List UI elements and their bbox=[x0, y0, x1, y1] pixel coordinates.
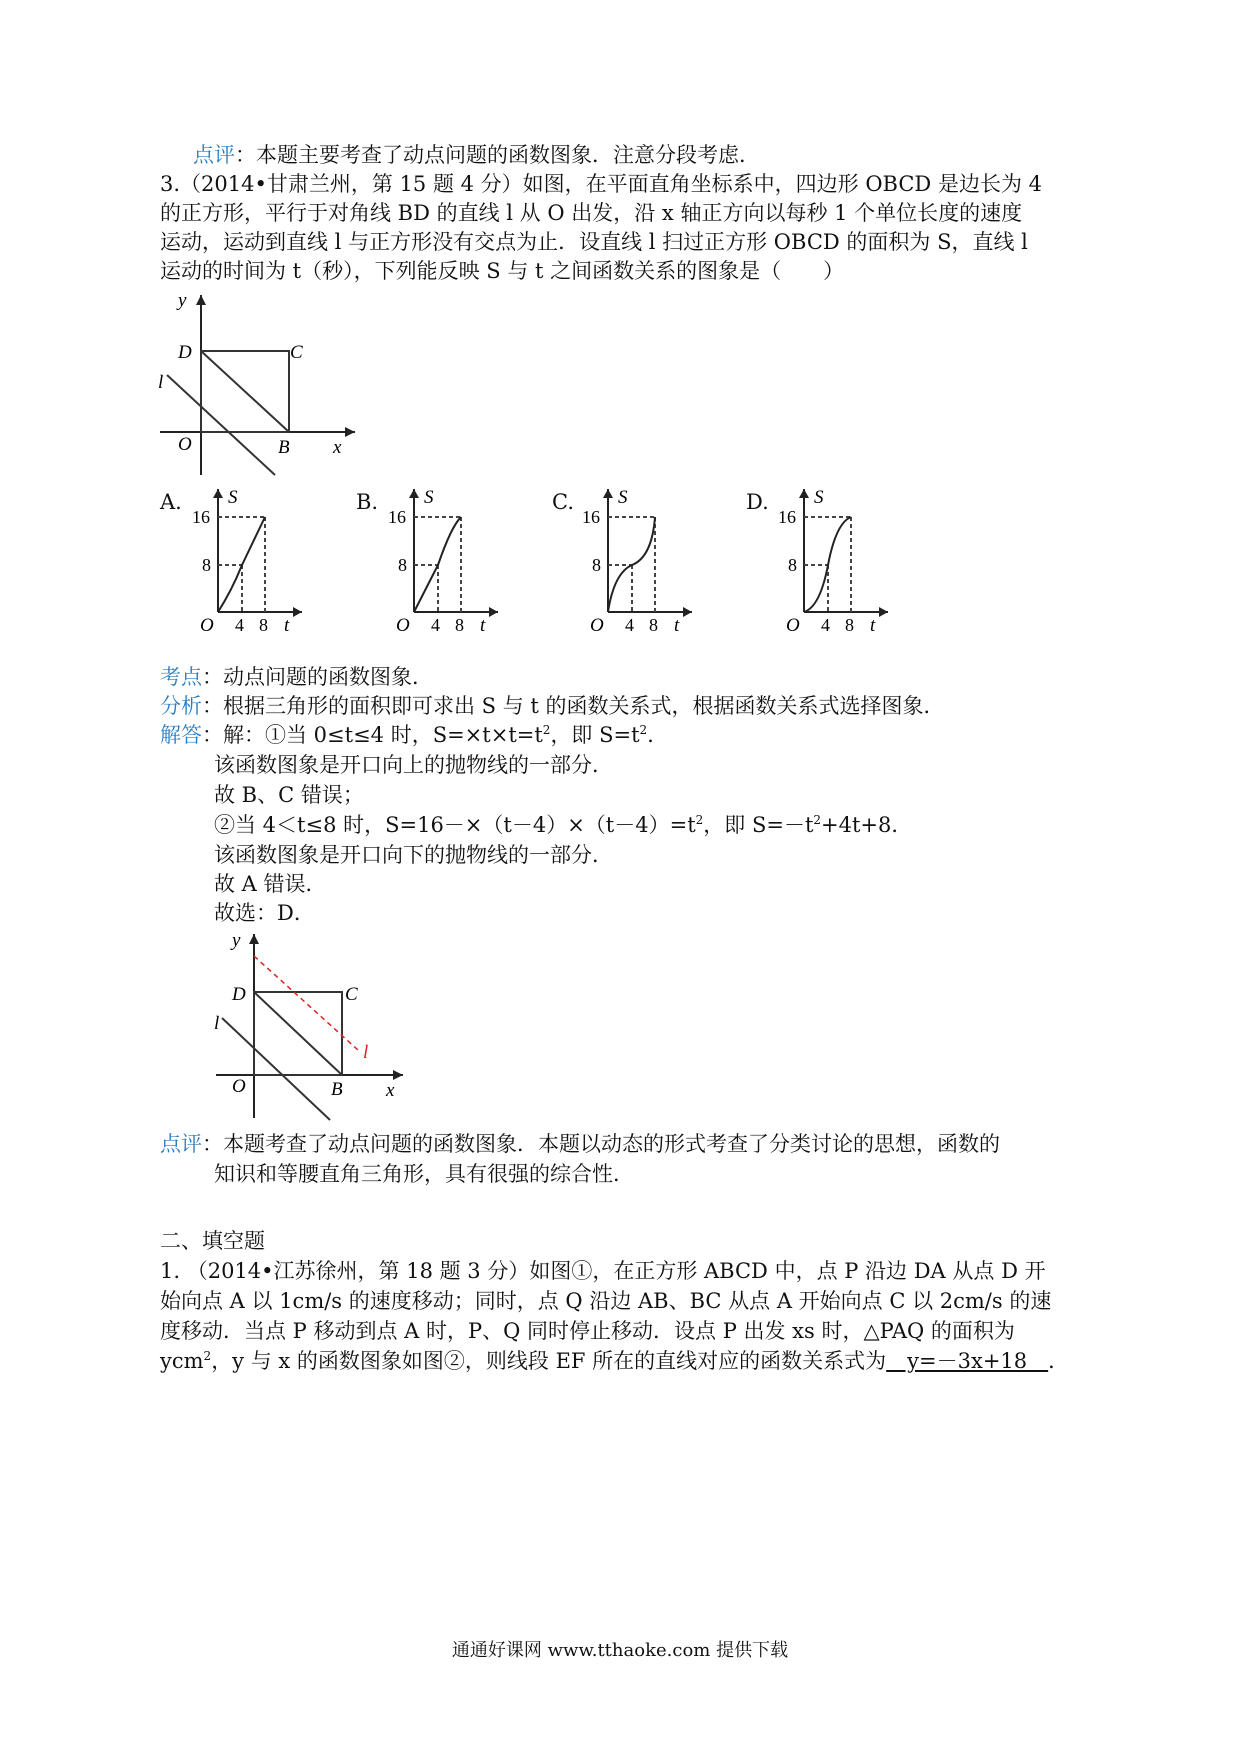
line4-text: ，y 与 x 的函数图象如图②，则线段 EF 所在的直线对应的函数关系式为 bbox=[211, 1349, 887, 1373]
solution-line-7: 故选：D． bbox=[214, 901, 315, 925]
answer-blank: y=－3x+18 bbox=[886, 1349, 1049, 1373]
label-b: B bbox=[331, 1079, 343, 1100]
solution-figure bbox=[208, 928, 418, 1123]
solution-line-4 bbox=[214, 810, 912, 840]
jieda-text-a: ：解：①当 0≤t≤4 时，S=×t×t=t bbox=[202, 723, 543, 747]
kaodian-label: 考点 bbox=[160, 665, 202, 689]
tick-t8: 8 bbox=[259, 615, 268, 635]
jieda-sup-2: 2 bbox=[639, 723, 648, 737]
t-arrow bbox=[879, 607, 888, 617]
s-arrow bbox=[409, 489, 419, 498]
tick-16: 16 bbox=[778, 507, 796, 527]
section2-line-2: 始向点 A 以 1cm/s 的速度移动；同时，点 Q 沿边 AB、BC 从点 A 开始向点 C 以 2cm/s 的速 bbox=[160, 1289, 1052, 1313]
option-a-graph bbox=[190, 485, 310, 635]
section2-line-4 bbox=[160, 1346, 1069, 1376]
kaodian-text: ：动点问题的函数图象． bbox=[202, 665, 433, 689]
jieda-text-b: ，即 S=t bbox=[550, 723, 640, 747]
s-arrow bbox=[603, 489, 613, 498]
fenxi-text: ：根据三角形的面积即可求出 S 与 t 的函数关系式，根据函数关系式选择图象． bbox=[202, 694, 945, 718]
s-label: S bbox=[424, 487, 434, 508]
label-o: O bbox=[178, 434, 192, 455]
line4-text-c: +4t+8． bbox=[821, 813, 913, 837]
option-a-letter[interactable]: A. bbox=[160, 490, 182, 514]
t-label: t bbox=[674, 615, 680, 636]
tick-16: 16 bbox=[388, 507, 406, 527]
section2-heading: 二、填空题 bbox=[160, 1229, 265, 1253]
prev-review-label: 点评 bbox=[193, 143, 235, 167]
section2-line-3: 度移动．当点 P 移动到点 A 时，P、Q 同时停止移动．设点 P 出发 xs 时，△PAQ 的面积为 bbox=[160, 1319, 1015, 1343]
solution-line-5: 该函数图象是开口向下的抛物线的一部分． bbox=[214, 843, 613, 867]
page-footer: 通通好课网 www.tthaoke.com 提供下载 bbox=[451, 1640, 789, 1661]
tick-t4: 4 bbox=[821, 615, 830, 635]
tick-t4: 4 bbox=[625, 615, 634, 635]
t-label: t bbox=[284, 615, 290, 636]
jieda-label: 解答 bbox=[160, 723, 202, 747]
line4-sup-1: 2 bbox=[695, 813, 704, 827]
jieda-line bbox=[160, 720, 668, 750]
tick-8: 8 bbox=[202, 555, 211, 575]
solution-line-3: 故 B、C 错误； bbox=[214, 783, 364, 807]
label-l: l bbox=[158, 372, 164, 393]
prev-review-line bbox=[193, 140, 760, 170]
s-label: S bbox=[814, 487, 824, 508]
label-y: y bbox=[232, 930, 241, 951]
line4-sup-2: 2 bbox=[813, 813, 822, 827]
tick-t8: 8 bbox=[845, 615, 854, 635]
t-label: t bbox=[870, 615, 876, 636]
label-d: D bbox=[178, 342, 192, 363]
solution-line-2: 该函数图象是开口向上的抛物线的一部分． bbox=[214, 753, 613, 777]
option-d-letter[interactable]: D. bbox=[746, 490, 769, 514]
line4-text-a: ②当 4＜t≤8 时，S=16－×（t－4）×（t－4）=t bbox=[214, 813, 696, 837]
option-d-graph bbox=[776, 485, 896, 635]
tick-t4: 4 bbox=[235, 615, 244, 635]
t-arrow bbox=[293, 607, 302, 617]
fenxi-label: 分析 bbox=[160, 694, 202, 718]
diagonal-bd bbox=[254, 992, 342, 1075]
option-b-letter[interactable]: B. bbox=[356, 490, 379, 514]
label-c: C bbox=[345, 984, 358, 1005]
problem3-line-4: 运动的时间为 t（秒），下列能反映 S 与 t 之间函数关系的图象是（ ） bbox=[160, 259, 845, 283]
option-b-graph bbox=[386, 485, 506, 635]
line4-text-b: ，即 S=－t bbox=[703, 813, 814, 837]
s-label: S bbox=[228, 487, 238, 508]
kaodian-line bbox=[160, 662, 433, 692]
label-d: D bbox=[232, 984, 246, 1005]
line4-sup: 2 bbox=[203, 1349, 212, 1363]
dianping-line bbox=[160, 1129, 1000, 1159]
line4-ycm: ycm bbox=[160, 1349, 204, 1373]
label-x: x bbox=[333, 437, 342, 458]
label-l-red: l bbox=[363, 1042, 369, 1063]
label-o: O bbox=[232, 1076, 246, 1097]
line-l-start bbox=[222, 1018, 330, 1120]
s-label: S bbox=[618, 487, 628, 508]
tick-t4: 4 bbox=[431, 615, 440, 635]
line4-end: ． bbox=[1048, 1349, 1070, 1373]
label-y: y bbox=[178, 290, 187, 311]
y-arrow bbox=[196, 295, 206, 305]
dianping-text-1: ：本题考查了动点问题的函数图象．本题以动态的形式考查了分类讨论的思想，函数的 bbox=[202, 1132, 1000, 1156]
t-arrow bbox=[489, 607, 498, 617]
prev-review-text: ：本题主要考查了动点问题的函数图象．注意分段考虑． bbox=[235, 143, 760, 167]
x-arrow bbox=[393, 1070, 403, 1080]
s-arrow bbox=[799, 489, 809, 498]
tick-t8: 8 bbox=[455, 615, 464, 635]
tick-8: 8 bbox=[788, 555, 797, 575]
y-arrow bbox=[249, 934, 259, 944]
jieda-sup-1: 2 bbox=[542, 723, 551, 737]
option-c-graph bbox=[580, 485, 700, 635]
problem3-line-2: 的正方形，平行于对角线 BD 的直线 l 从 O 出发，沿 x 轴正方向以每秒 1 个单位长度的速度 bbox=[160, 201, 1023, 225]
t-label: t bbox=[480, 615, 486, 636]
s-arrow bbox=[213, 489, 223, 498]
line-l bbox=[167, 375, 275, 475]
t-arrow bbox=[683, 607, 692, 617]
jieda-text-c: ． bbox=[647, 723, 669, 747]
tick-8: 8 bbox=[398, 555, 407, 575]
problem3-line-1: 3.（2014•甘肃兰州，第 15 题 4 分）如图，在平面直角坐标系中，四边形 OBCD 是边长为 4 bbox=[160, 172, 1042, 196]
tick-t8: 8 bbox=[649, 615, 658, 635]
label-l: l bbox=[214, 1013, 220, 1034]
solution-line-6: 故 A 错误． bbox=[214, 872, 327, 896]
problem-figure bbox=[150, 290, 370, 480]
origin-label: O bbox=[786, 615, 800, 636]
label-x: x bbox=[386, 1080, 395, 1101]
x-arrow bbox=[345, 427, 355, 437]
origin-label: O bbox=[590, 615, 604, 636]
tick-16: 16 bbox=[192, 507, 210, 527]
option-c-letter[interactable]: C. bbox=[552, 490, 574, 514]
origin-label: O bbox=[200, 615, 214, 636]
section2-line-1: 1. （2014•江苏徐州，第 18 题 3 分）如图①，在正方形 ABCD 中，点 P 沿边 DA 从点 D 开 bbox=[160, 1259, 1046, 1283]
tick-16: 16 bbox=[582, 507, 600, 527]
label-c: C bbox=[290, 342, 303, 363]
tick-8: 8 bbox=[592, 555, 601, 575]
problem3-line-3: 运动，运动到直线 l 与正方形没有交点为止．设直线 l 扫过正方形 OBCD 的面积为 S，直线 l bbox=[160, 230, 1028, 254]
origin-label: O bbox=[396, 615, 410, 636]
dianping-line-2: 知识和等腰直角三角形，具有很强的综合性． bbox=[214, 1162, 634, 1186]
fenxi-line bbox=[160, 691, 945, 721]
dianping-label: 点评 bbox=[160, 1132, 202, 1156]
label-b: B bbox=[278, 437, 290, 458]
